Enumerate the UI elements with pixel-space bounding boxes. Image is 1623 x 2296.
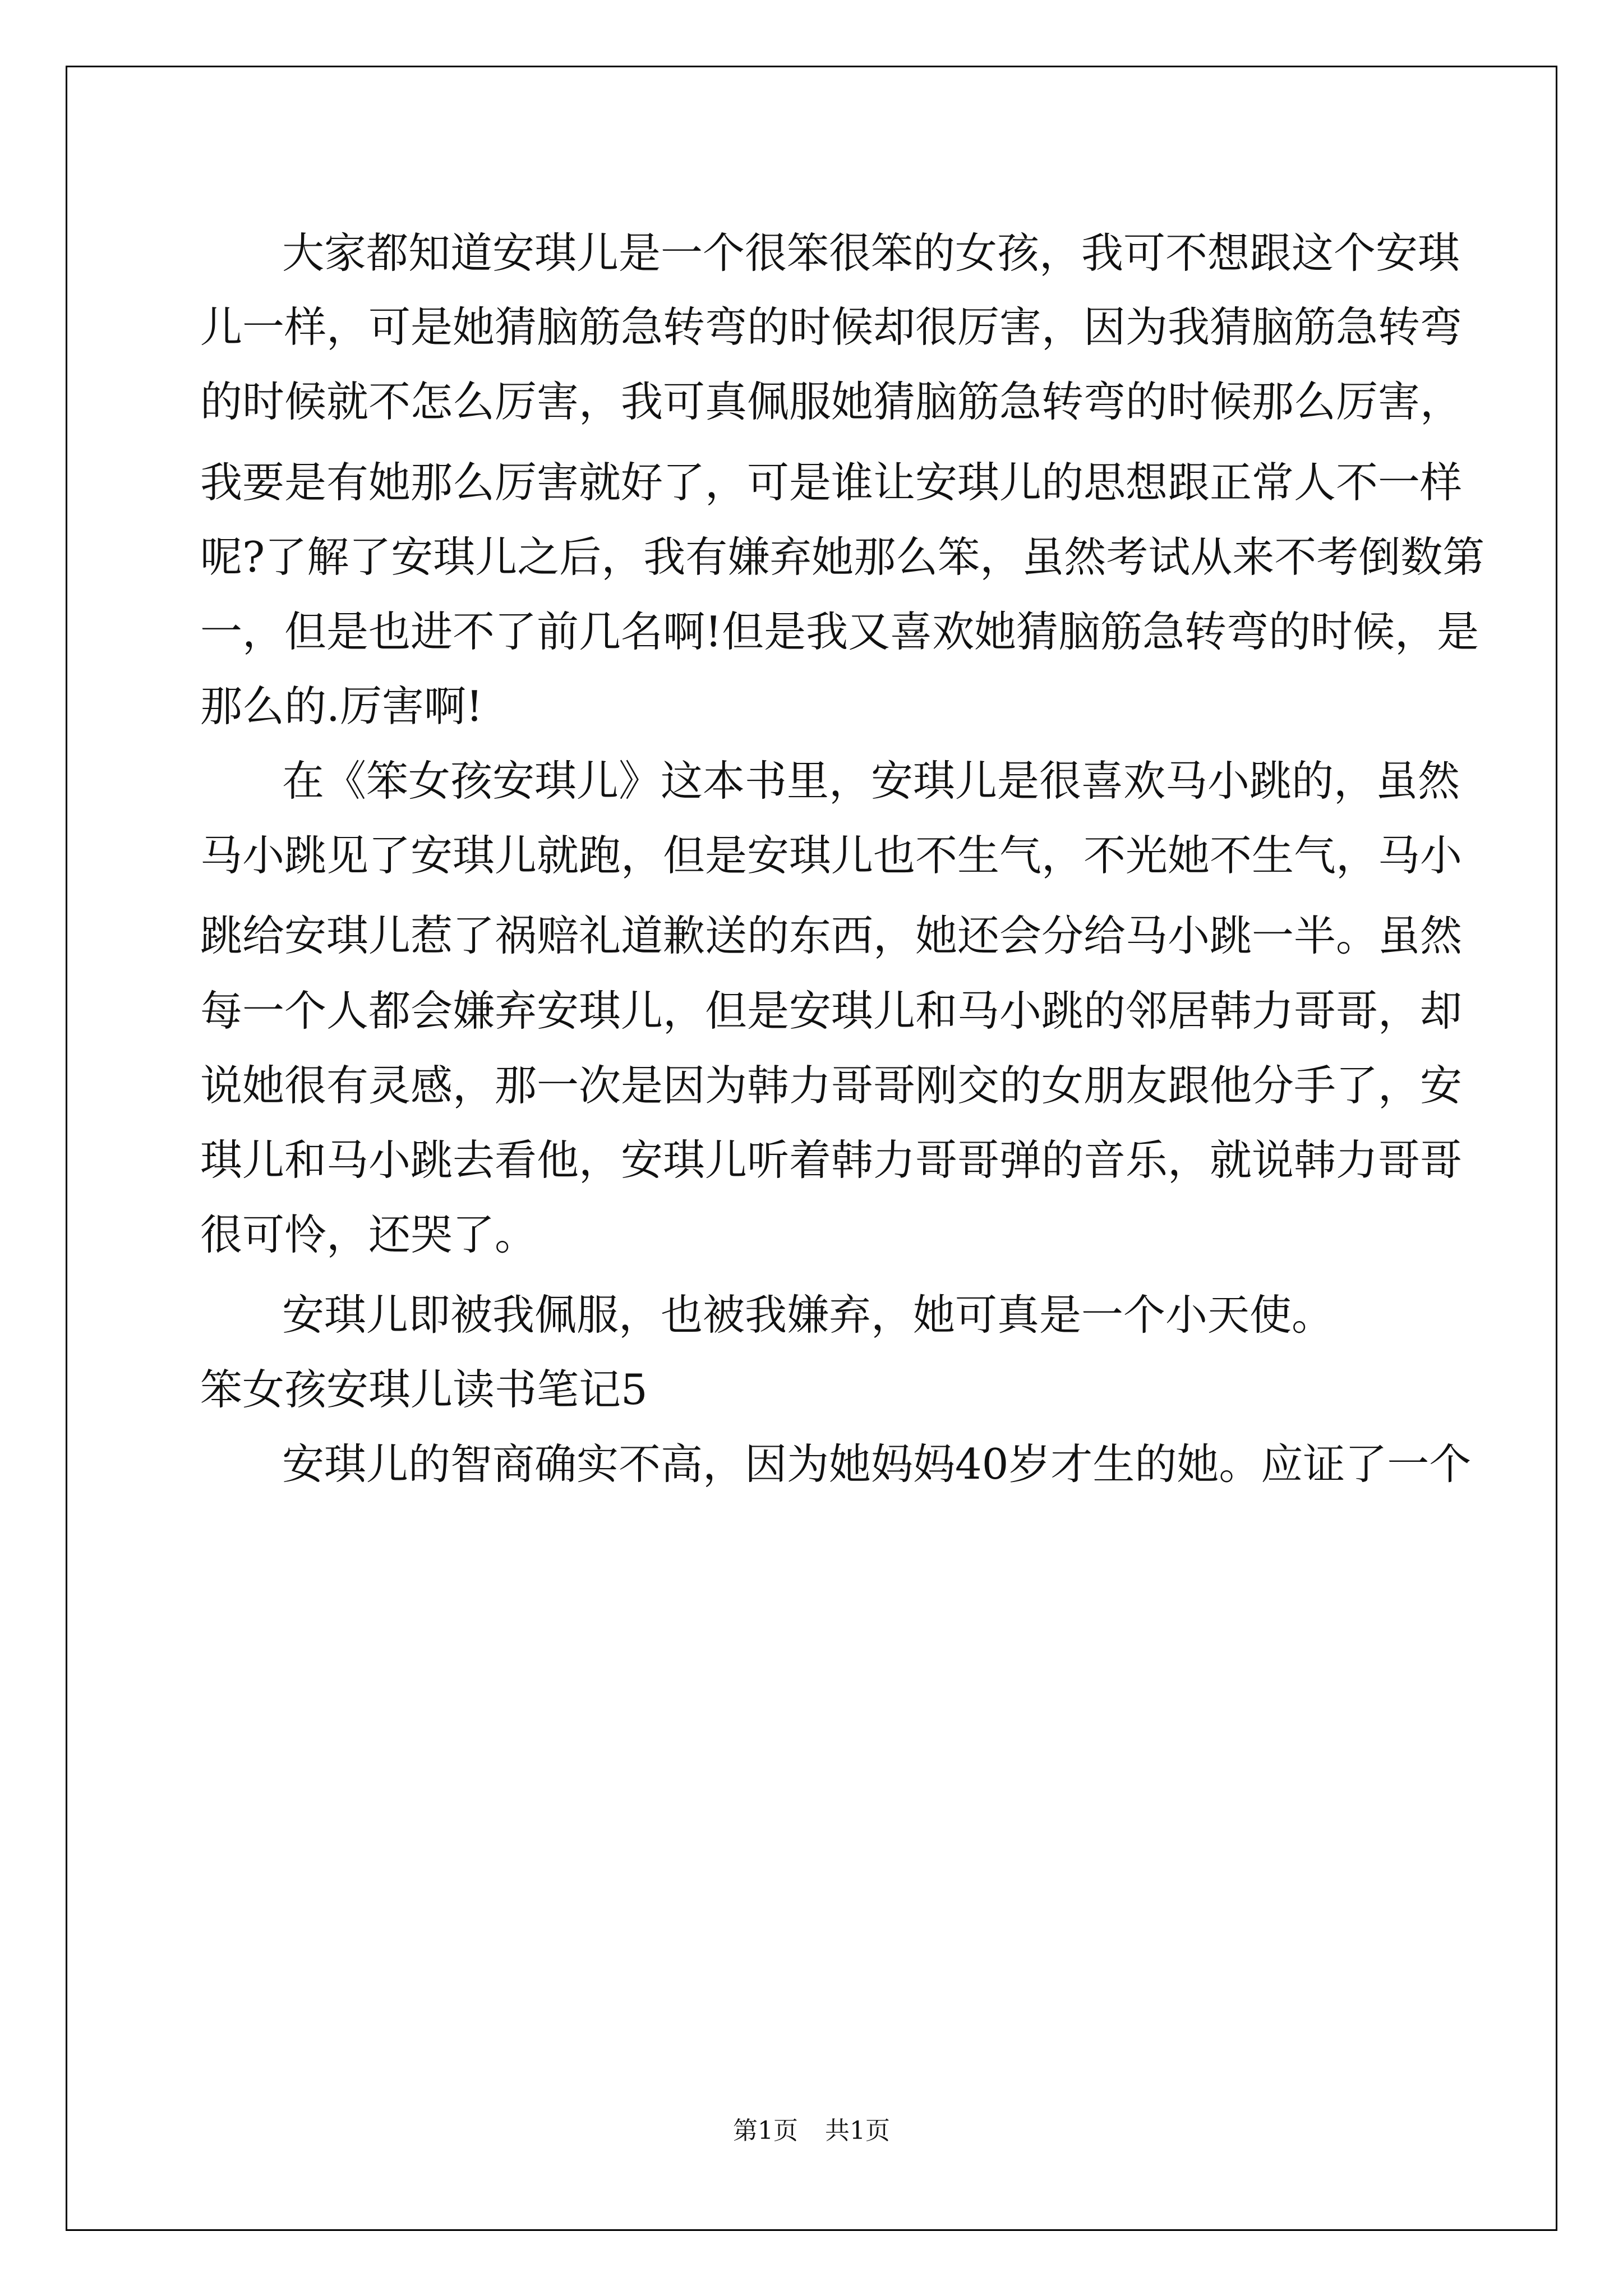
paragraph-2-line-1: 在《笨女孩安琪儿》这本书里，安琪儿是很喜欢马小跳的，虽然: [282, 756, 1460, 806]
paragraph-1-line-6: 一，但是也进不了前几名啊!但是我又喜欢她猜脑筋急转弯的时候，是: [200, 607, 1479, 656]
paragraph-3-line-1: 安琪儿即被我佩服，也被我嫌弃，她可真是一个小天使。: [282, 1290, 1334, 1340]
paragraph-2-line-6: 琪儿和马小跳去看他，安琪儿听着韩力哥哥弹的音乐，就说韩力哥哥: [200, 1135, 1463, 1185]
paragraph-1-line-5: 呢?了解了安琪儿之后，我有嫌弃她那么笨，虽然考试从来不考倒数第: [200, 532, 1485, 582]
paragraph-1-line-7: 那么的.厉害啊!: [200, 682, 483, 731]
paragraph-1-line-4: 我要是有她那么厉害就好了，可是谁让安琪儿的思想跟正常人不一样: [200, 458, 1463, 507]
paragraph-2-line-3: 跳给安琪儿惹了祸赔礼道歉送的东西，她还会分给马小跳一半。虽然: [200, 911, 1463, 960]
paragraph-1-line-2: 儿一样，可是她猜脑筋急转弯的时候却很厉害，因为我猜脑筋急转弯: [200, 302, 1463, 352]
paragraph-2-line-7: 很可怜，还哭了。: [200, 1210, 537, 1259]
paragraph-2-line-4: 每一个人都会嫌弃安琪儿，但是安琪儿和马小跳的邻居韩力哥哥，却: [200, 986, 1463, 1036]
paragraph-4-line-1: 安琪儿的智商确实不高，因为她妈妈40岁才生的她。应证了一个: [282, 1439, 1472, 1489]
paragraph-2-line-2: 马小跳见了安琪儿就跑，但是安琪儿也不生气，不光她不生气，马小: [200, 831, 1463, 880]
section-heading: 笨女孩安琪儿读书笔记5: [200, 1365, 648, 1414]
paragraph-1-line-3: 的时候就不怎么厉害，我可真佩服她猜脑筋急转弯的时候那么厉害，: [200, 377, 1463, 426]
page-footer: [0, 2110, 1623, 2146]
paragraph-2-line-5: 说她很有灵感，那一次是因为韩力哥哥刚交的女朋友跟他分手了，安: [200, 1061, 1463, 1110]
page-total: 共1页: [825, 2116, 890, 2145]
paragraph-1-line-1: 大家都知道安琪儿是一个很笨很笨的女孩，我可不想跟这个安琪: [282, 228, 1460, 278]
page-number: 第1页: [733, 2116, 798, 2145]
